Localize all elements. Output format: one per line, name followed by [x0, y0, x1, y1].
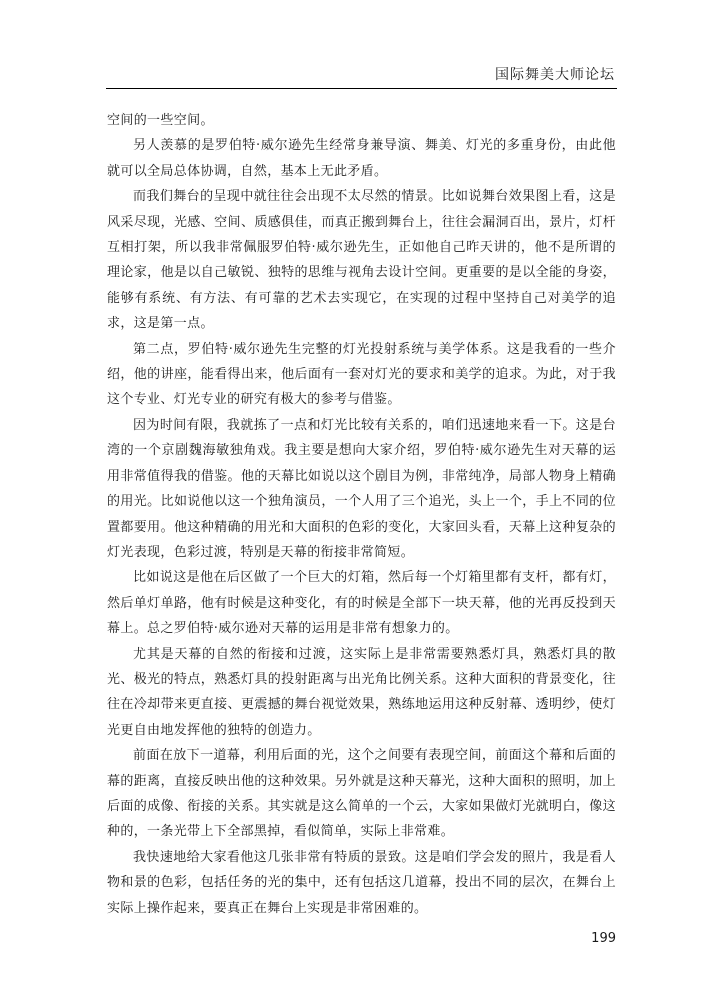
paragraph: 因为时间有限，我就拣了一点和灯光比较有关系的，咱们迅速地来看一下。这是台湾的一个京剧魏海敏独角戏。我主要是想向大家介绍，罗伯特·威尔逊先生对天幕的运用非常值得我的借鉴。他的天幕比如说以这个剧目为例，非常纯净，局部人物身上精确的用光。比如说他以这一个独角演员，一个人用了三个追光，头上一个，手上不同的位置都要用。他这种精确的用光和大面积的色彩的变化，大家回头看，天幕上这种复杂的灯光表现，色彩过渡，特别是天幕的衔接非常简短。	[107, 417, 616, 560]
paragraph: 另人羡慕的是罗伯特·威尔逊先生经常身兼导演、舞美、灯光的多重身份，由此他就可以全局总体协调，自然，基本上无此矛盾。	[107, 138, 616, 179]
header-rule	[106, 88, 617, 89]
paragraph: 空间的一些空间。	[107, 113, 214, 128]
paragraph: 尤其是天幕的自然的衔接和过渡，这实际上是非常需要熟悉灯具，熟悉灯具的散光、极光的特点，熟悉灯具的投射距离与出光角比例关系。这种大面积的背景变化，往往在冷却带来更直接、更震撼的舞台视觉效果，熟练地运用这种反射幕、透明纱，使灯光更自由地发挥他的独特的创造力。	[107, 646, 616, 738]
body-text	[107, 108, 616, 921]
paragraph: 我快速地给大家看他这几张非常有特质的景致。这是咱们学会发的照片，我是看人物和景的色彩，包括任务的光的集中，还有包括这几道幕，投出不同的层次，在舞台上实际上操作起来，要真正在舞台上实现是非常困难的。	[107, 849, 616, 916]
paragraph: 前面在放下一道幕，利用后面的光，这个之间要有表现空间，前面这个幕和后面的幕的距离，直接反映出他的这种效果。另外就是这种天幕光，这种大面积的照明，加上后面的成像、衔接的关系。其实就是这么简单的一个云，大家如果做灯光就明白，像这种的，一条光带上下全部黑掉，看似简单，实际上非常难。	[107, 748, 616, 840]
paragraph: 第二点，罗伯特·威尔逊先生完整的灯光投射系统与美学体系。这是我看的一些介绍，他的讲座，能看得出来，他后面有一套对灯光的要求和美学的追求。为此，对于我这个专业、灯光专业的研究有极大的参考与借鉴。	[107, 341, 616, 408]
paragraph: 而我们舞台的呈现中就往往会出现不太尽然的情景。比如说舞台效果图上看，这是风采尽现，光感、空间、质感俱佳，而真正搬到舞台上，往往会漏洞百出，景片，灯杆互相打架，所以我非常佩服罗伯特·威尔逊先生，正如他自己昨天讲的，他不是所谓的理论家，他是以自己敏锐、独特的思维与视角去设计空间。更重要的是以全能的身姿，能够有系统、有方法、有可靠的艺术去实现它，在实现的过程中坚持自己对美学的追求，这是第一点。	[107, 189, 616, 332]
running-header-title: 国际舞美大师论坛	[495, 67, 615, 83]
paragraph: 比如说这是他在后区做了一个巨大的灯箱，然后每一个灯箱里都有支杆，都有灯，然后单灯单路，他有时候是这种变化，有的时候是全部下一块天幕，他的光再反投到天幕上。总之罗伯特·威尔逊对天幕的运用是非常有想象力的。	[107, 570, 616, 637]
page-number: 199	[591, 931, 616, 946]
